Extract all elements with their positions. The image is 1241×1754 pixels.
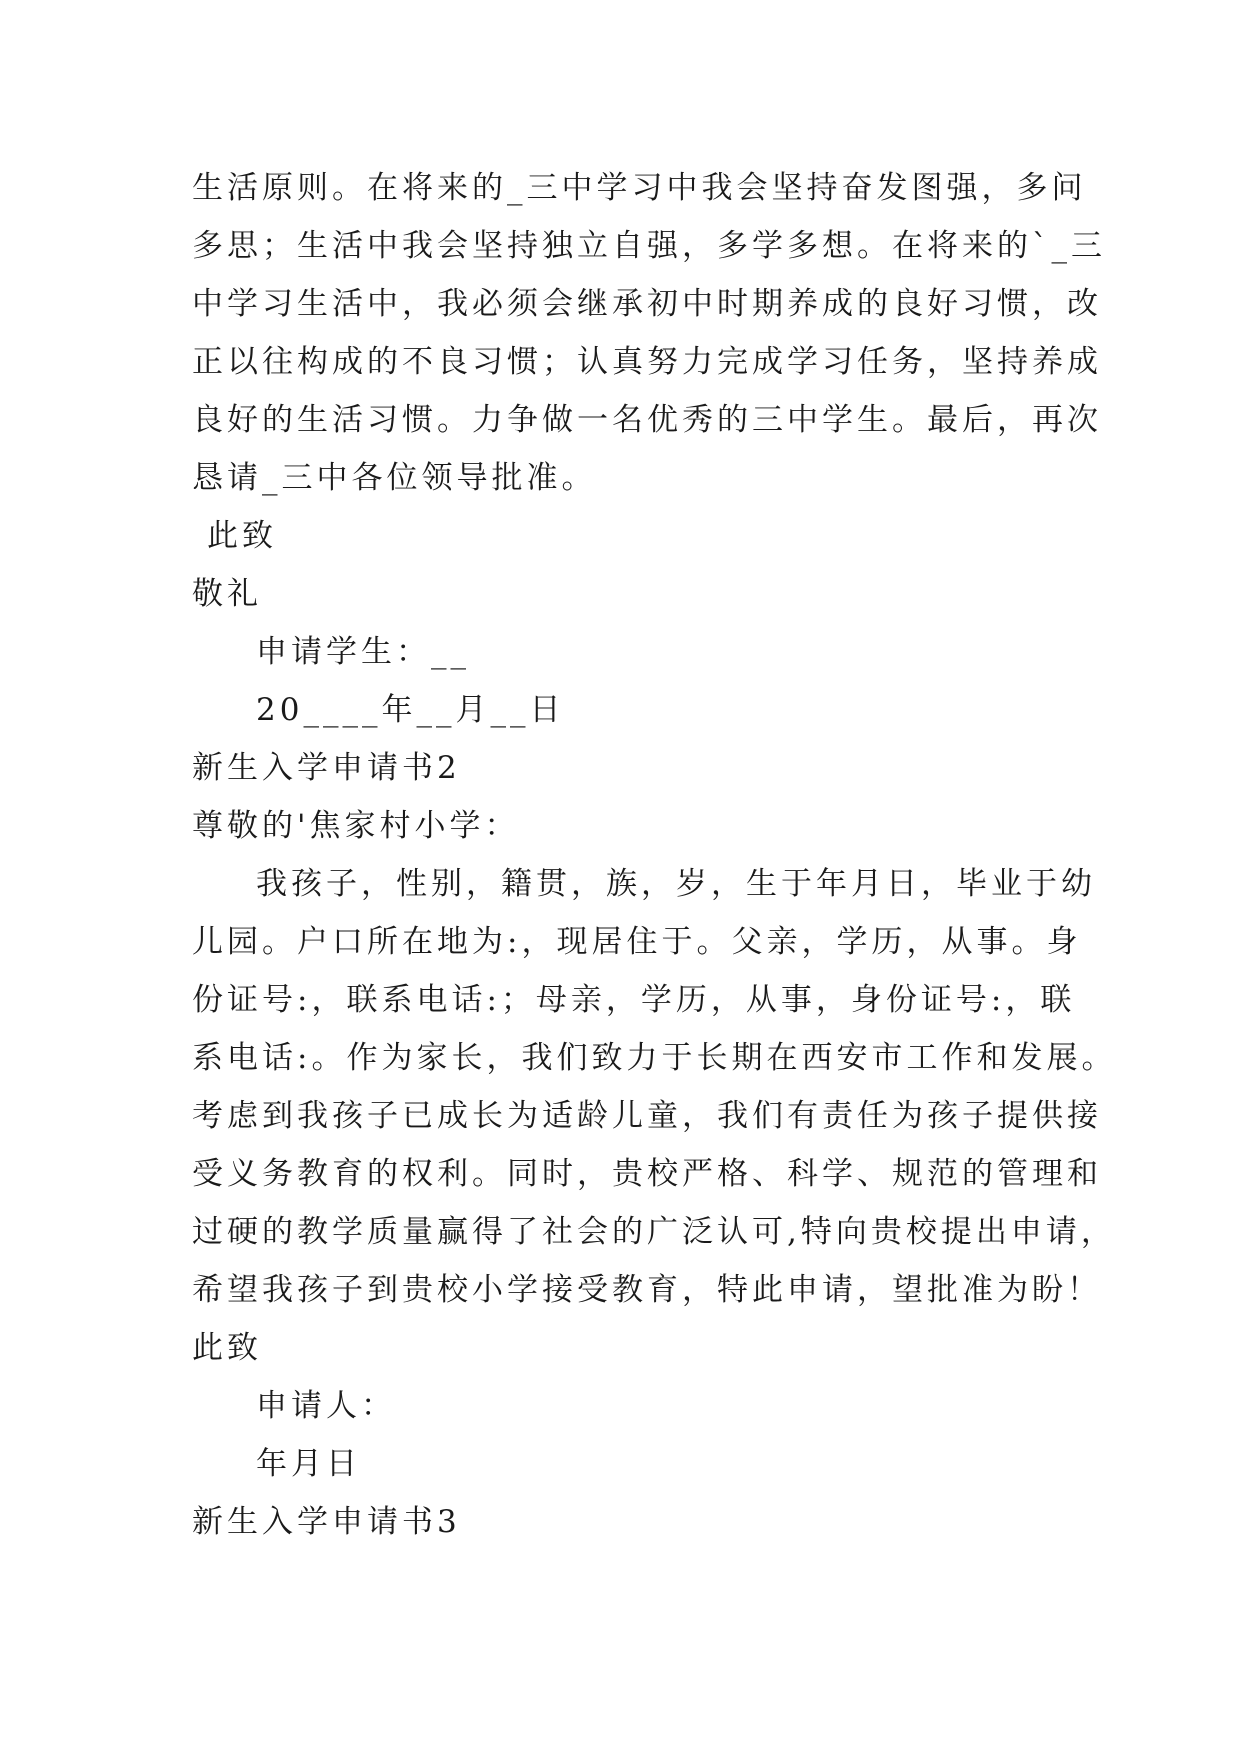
paragraph-2-line-8: 希望我孩子到贵校小学接受教育，特此申请，望批准为盼！ <box>192 1272 1102 1308</box>
paragraph-2-line-7: 过硬的教学质量赢得了社会的广泛认可,特向贵校提出申请， <box>192 1214 1116 1250</box>
paragraph-1-line-5: 良好的生活习惯。力争做一名优秀的三中学生。最后，再次 <box>192 402 1102 438</box>
paragraph-1-line-6: 恳请_三中各位领导批准。 <box>192 460 597 496</box>
paragraph-2-line-5: 考虑到我孩子已成长为适龄儿童，我们有责任为孩子提供接 <box>192 1098 1102 1134</box>
paragraph-1-line-3: 中学习生活中，我必须会继承初中时期养成的良好习惯，改 <box>192 286 1102 322</box>
paragraph-2-line-4: 系电话:。作为家长，我们致力于长期在西安市工作和发展。 <box>192 1040 1117 1076</box>
paragraph-1-line-2: 多思；生活中我会坚持独立自强，多学多想。在将来的`_三 <box>192 228 1106 264</box>
closing-2: 此致 <box>192 1330 262 1366</box>
applicant-1: 申请学生：__ <box>256 634 470 670</box>
closing-1: 此致 <box>207 518 277 554</box>
paragraph-2-line-6: 受义务教育的权利。同时，贵校严格、科学、规范的管理和 <box>192 1156 1102 1192</box>
paragraph-1-line-1: 生活原则。在将来的_三中学习中我会坚持奋发图强，多问 <box>192 170 1087 206</box>
salute-1: 敬礼 <box>192 576 262 612</box>
date-1: 20____年__月__日 <box>256 692 565 728</box>
paragraph-2-line-2: 儿园。户口所在地为:，现居住于。父亲，学历，从事。身 <box>192 924 1082 960</box>
date-2: 年月日 <box>256 1446 361 1482</box>
paragraph-1-line-4: 正以往构成的不良习惯；认真努力完成学习任务，坚持养成 <box>192 344 1102 380</box>
heading-2: 新生入学申请书2 <box>192 750 461 786</box>
heading-3: 新生入学申请书3 <box>192 1504 461 1540</box>
greeting-2: 尊敬的'焦家村小学： <box>192 808 520 844</box>
paragraph-2-line-3: 份证号:，联系电话:；母亲，学历，从事，身份证号:，联 <box>192 982 1076 1018</box>
paragraph-2-line-1: 我孩子，性别，籍贯，族，岁，生于年月日，毕业于幼 <box>256 866 1096 902</box>
applicant-2: 申请人： <box>256 1388 396 1424</box>
